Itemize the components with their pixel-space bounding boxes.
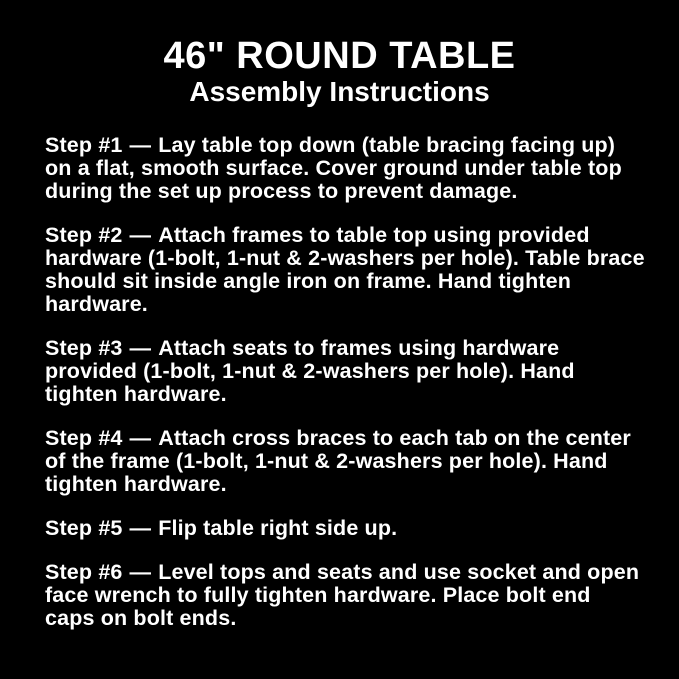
step-item-6 bbox=[45, 561, 645, 630]
step-item-5 bbox=[45, 517, 645, 540]
step-label: Step #2 bbox=[45, 223, 123, 247]
dash-separator: — bbox=[129, 426, 152, 450]
header bbox=[0, 0, 679, 106]
page-title: 46" ROUND TABLE bbox=[163, 35, 516, 77]
dash-separator: — bbox=[129, 223, 152, 247]
step-text: Lay table top down (table bracing facing up) on a flat, smooth surface. Cover ground under table top during the set up process to prevent damage. bbox=[45, 133, 622, 203]
dash-separator: — bbox=[129, 516, 152, 540]
step-text: Attach frames to table top using provided hardware (1-bolt, 1-nut & 2-washers per hole). Table brace should sit inside angle iron on frame. Hand tighten hardware. bbox=[45, 223, 645, 316]
step-item-2 bbox=[45, 224, 645, 316]
step-text: Attach cross braces to each tab on the center of the frame (1-bolt, 1-nut & 2-washers per hole). Hand tighten hardware. bbox=[45, 426, 631, 496]
step-text: Attach seats to frames using hardware provided (1-bolt, 1-nut & 2-washers per hole). Hand tighten hardware. bbox=[45, 336, 575, 406]
step-label: Step #1 bbox=[45, 133, 123, 157]
instructions-list bbox=[0, 134, 679, 630]
dash-separator: — bbox=[129, 336, 152, 360]
step-label: Step #3 bbox=[45, 336, 123, 360]
step-text: Flip table right side up. bbox=[158, 516, 398, 540]
step-label: Step #4 bbox=[45, 426, 123, 450]
dash-separator: — bbox=[129, 560, 152, 584]
step-item-4 bbox=[45, 427, 645, 496]
step-label: Step #6 bbox=[45, 560, 123, 584]
step-item-1 bbox=[45, 134, 645, 203]
step-text: Level tops and seats and use socket and open face wrench to fully tighten hardware. Place bolt end caps on bolt ends. bbox=[45, 560, 640, 630]
step-item-3 bbox=[45, 337, 645, 406]
step-label: Step #5 bbox=[45, 516, 123, 540]
dash-separator: — bbox=[129, 133, 152, 157]
page-subtitle: Assembly Instructions bbox=[189, 76, 490, 107]
